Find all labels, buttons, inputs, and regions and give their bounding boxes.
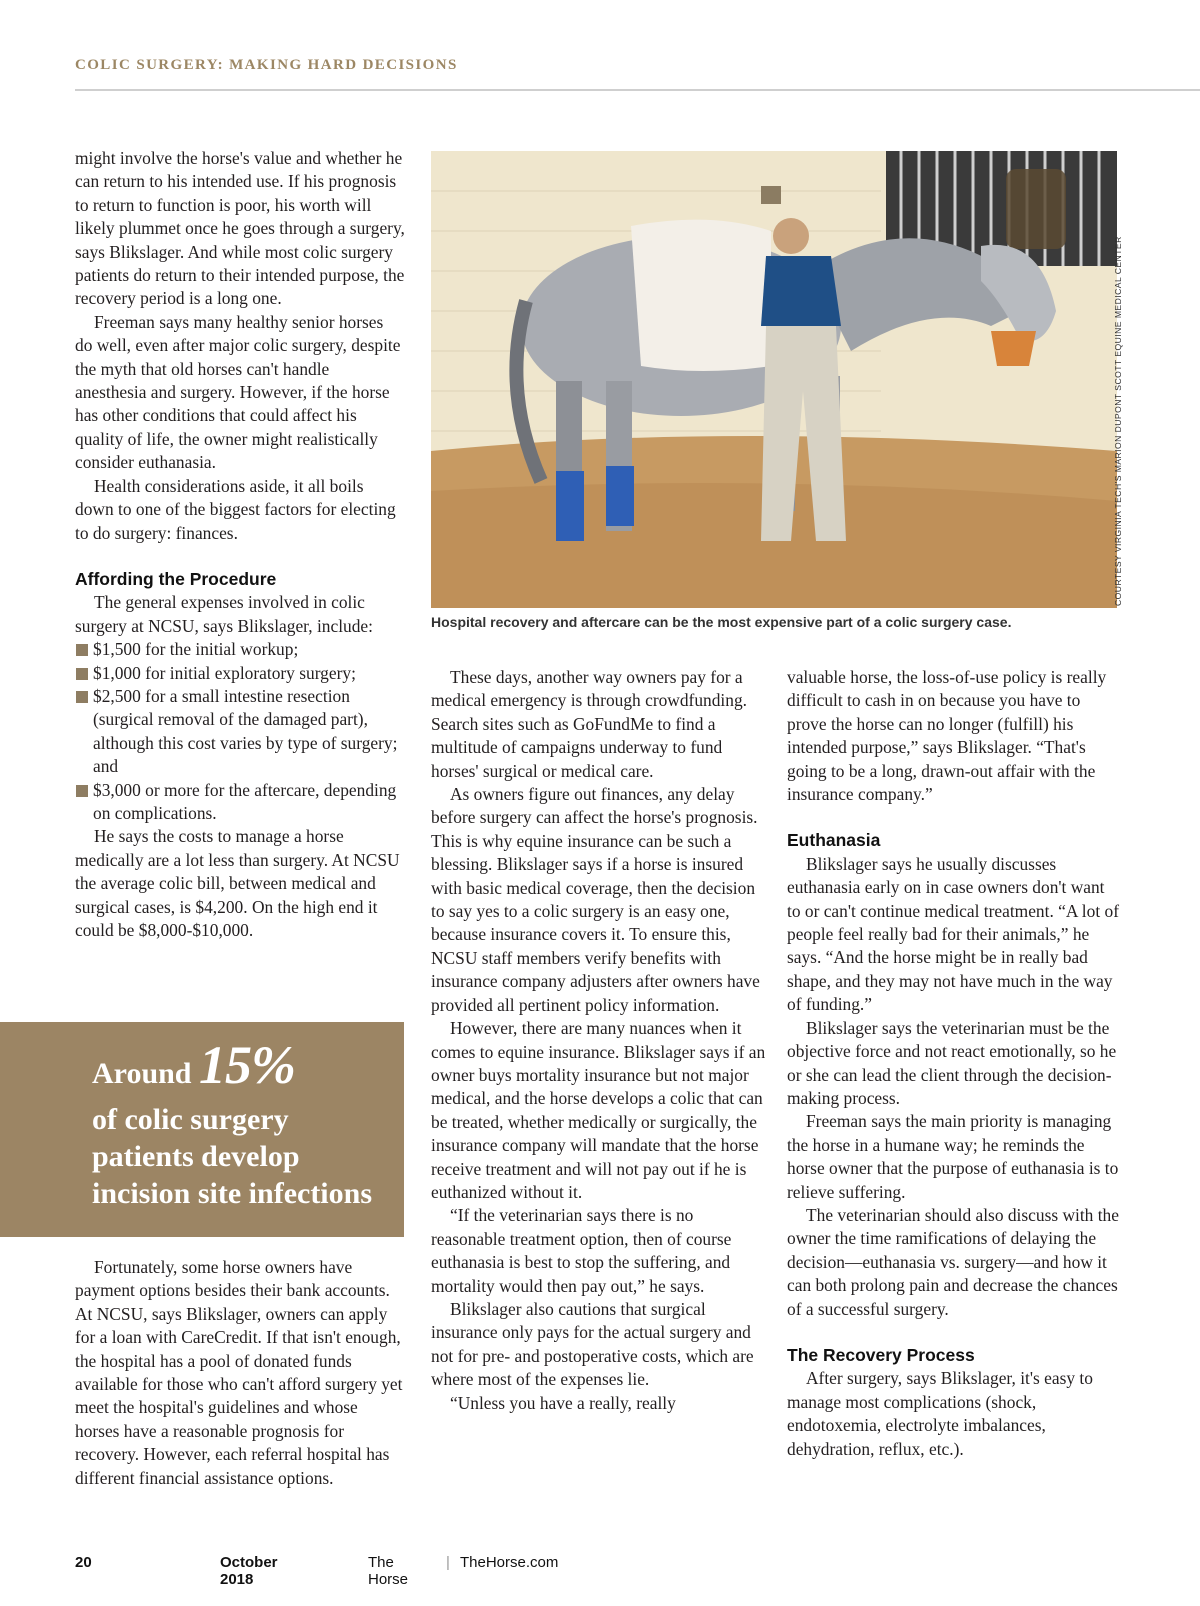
- bullet-square-icon: [76, 785, 88, 797]
- pull-quote: [0, 1022, 404, 1237]
- list-item: [75, 662, 405, 685]
- page-footer: [75, 1554, 559, 1588]
- hay-net: [1006, 169, 1066, 249]
- paragraph: The general expenses involved in colic surgery at NCSU, says Blikslager, include:: [75, 592, 373, 636]
- footer-separator: |: [446, 1554, 450, 1571]
- section-heading: Euthanasia: [787, 830, 881, 851]
- paragraph: After surgery, says Blikslager, it's easy to manage most complications (shock, endotoxemia, electrolyte imbalances, dehydration, reflux, etc.).: [787, 1368, 1093, 1459]
- bullet-square-icon: [76, 644, 88, 656]
- horse-recovery-photo: [431, 151, 1117, 608]
- list-item-text: $1,500 for the initial workup;: [93, 639, 299, 660]
- leg-wrap: [606, 466, 634, 526]
- section-heading: The Recovery Process: [787, 1344, 975, 1365]
- section-heading: Affording the Procedure: [75, 568, 277, 589]
- pull-quote-prefix: Around: [92, 1057, 192, 1090]
- paragraph: These days, another way owners pay for a medical emergency is through crowdfunding. Search sites such as GoFundMe to find a multitude of campaigns underway to fund horses' surgical or medical care.: [431, 667, 748, 781]
- pull-quote-stat: 15%: [199, 1035, 295, 1095]
- feed-bucket: [991, 331, 1036, 366]
- list-item-text: $1,000 for initial exploratory surgery;: [93, 662, 356, 683]
- belly-bandage: [631, 220, 771, 371]
- pull-quote-line: of colic surgery: [92, 1103, 289, 1136]
- vet-head: [773, 218, 809, 254]
- pull-quote-lead: [92, 1035, 404, 1099]
- paragraph: Blikslager says the veterinarian must be the objective force and not react emotionally, so he or she can lead the client through the decision-making process.: [787, 1017, 1117, 1108]
- paragraph: Blikslager also cautions that surgical insurance only pays for the actual surgery and not for pre- and postoperative costs, which are where most of the expenses lie.: [431, 1298, 754, 1390]
- paragraph: As owners figure out finances, any delay before surgery can affect the horse's prognosis. This is why equine insurance can be such a blessing. Blikslager says if a horse is insured with basic medical coverage, then the decision to say yes to a colic surgery is an easy one, because insurance covers it. To ensure this, NCSU staff members verify benefits with insurance company adjusters after owners have provided all pertinent policy information.: [431, 784, 760, 1015]
- paragraph: “If the veterinarian says there is no reasonable treatment option, then of course euthanasia is best to stop the suffering, and mortality would then pay out,” he says.: [431, 1205, 732, 1296]
- paragraph: might involve the horse's value and whether he can return to his intended use. If his prognosis to return to function is poor, his worth will likely plummet once he goes through a surgery, says Blikslager. And while most colic surgery patients do return to their intended purpose, the recovery period is a long one.: [75, 148, 405, 309]
- paragraph: Blikslager says he usually discusses euthanasia early on in case owners don't want to or can't continue medical treatment. “A lot of people feel really bad for their animals,” he says. “And the horse might be in really bad shape, and they may not have much in the way of funding.”: [787, 853, 1119, 1015]
- column-2: [431, 666, 766, 1415]
- photo-caption: Hospital recovery and aftercare can be the most expensive part of a colic surgery case.: [431, 614, 1012, 630]
- vet-scrub-top: [761, 256, 841, 326]
- paragraph: The veterinarian should also discuss with the owner the time ramifications of delaying the decision—euthanasia vs. surgery—and how it can both prolong pain and decrease the chances of a successful surgery.: [787, 1204, 1119, 1319]
- list-item-text: $2,500 for a small intestine resection (surgical removal of the damaged part), although this cost varies by type of surgery; and: [93, 685, 398, 777]
- horse-photo-illustration: [431, 151, 1117, 608]
- pull-quote-body: [92, 1101, 404, 1212]
- paragraph: Freeman says the main priority is managing the horse in a humane way; he reminds the horse owner that the purpose of euthanasia is to relieve suffering.: [787, 1111, 1119, 1202]
- paragraph: However, there are many nuances when it comes to equine insurance. Blikslager says if an owner buys mortality insurance but not major medical, and the horse develops a colic that can be treated, whether medically or surgically, the insurance company will mandate that the horse receive treatment and will not pay out if he is euthanized without it.: [431, 1018, 766, 1202]
- pull-quote-line: incision site infections: [92, 1177, 373, 1210]
- header-rule: [75, 89, 1200, 91]
- list-item: [75, 779, 405, 826]
- paragraph: Freeman says many healthy senior horses do well, even after major colic surgery, despite the myth that old horses can't handle anesthesia and surgery. However, if the horse has other conditions that could affect his quality of life, the owner might realistically consider euthanasia.: [75, 311, 401, 473]
- list-item: [75, 638, 405, 661]
- paragraph: Health considerations aside, it all boils down to one of the biggest factors for electing to do surgery: finances.: [75, 475, 396, 543]
- paragraph: valuable horse, the loss-of-use policy is really difficult to cash in on because you have to prove the horse can no longer (fulfill) his intended purpose,” says Blikslager. “That's going to be a long, drawn-out affair with the insurance company.”: [787, 667, 1107, 805]
- website-link[interactable]: TheHorse.com: [460, 1554, 559, 1571]
- issue-date: October 2018: [220, 1554, 278, 1588]
- paragraph: “Unless you have a really, really: [450, 1392, 676, 1413]
- list-item: [75, 685, 405, 779]
- wall-outlet: [761, 186, 781, 204]
- bullet-square-icon: [76, 668, 88, 680]
- publication-name: The Horse: [368, 1554, 409, 1588]
- list-item-text: $3,000 or more for the aftercare, depending on complications.: [93, 779, 397, 823]
- column-1-top: [75, 147, 405, 942]
- paragraph: Fortunately, some horse owners have payment options besides their bank accounts. At NCSU, says Blikslager, owners can apply for a loan with CareCredit. If that isn't enough, the hospital has a pool of donated funds available for those who can't afford surgery yet meet the hospital's guidelines and whose horses have a reasonable prognosis for recovery. However, each referral hospital has different financial assistance options.: [75, 1257, 403, 1488]
- column-3: [787, 666, 1122, 1461]
- running-head: COLIC SURGERY: MAKING HARD DECISIONS: [75, 57, 458, 73]
- photo-credit: COURTESY VIRGINIA TECH'S MARION DUPONT SCOTT EQUINE MEDICAL CENTER: [1113, 236, 1123, 606]
- column-1-bottom: [75, 1256, 405, 1490]
- leg-wrap: [556, 471, 584, 541]
- bullet-square-icon: [76, 691, 88, 703]
- cost-list: [75, 638, 405, 825]
- pull-quote-line: patients develop: [92, 1140, 300, 1173]
- page-number: 20: [75, 1554, 92, 1571]
- paragraph: He says the costs to manage a horse medically are a lot less than surgery. At NCSU the average colic bill, between medical and surgical cases, is $4,200. On the high end it could be $8,000-$10,000.: [75, 826, 400, 940]
